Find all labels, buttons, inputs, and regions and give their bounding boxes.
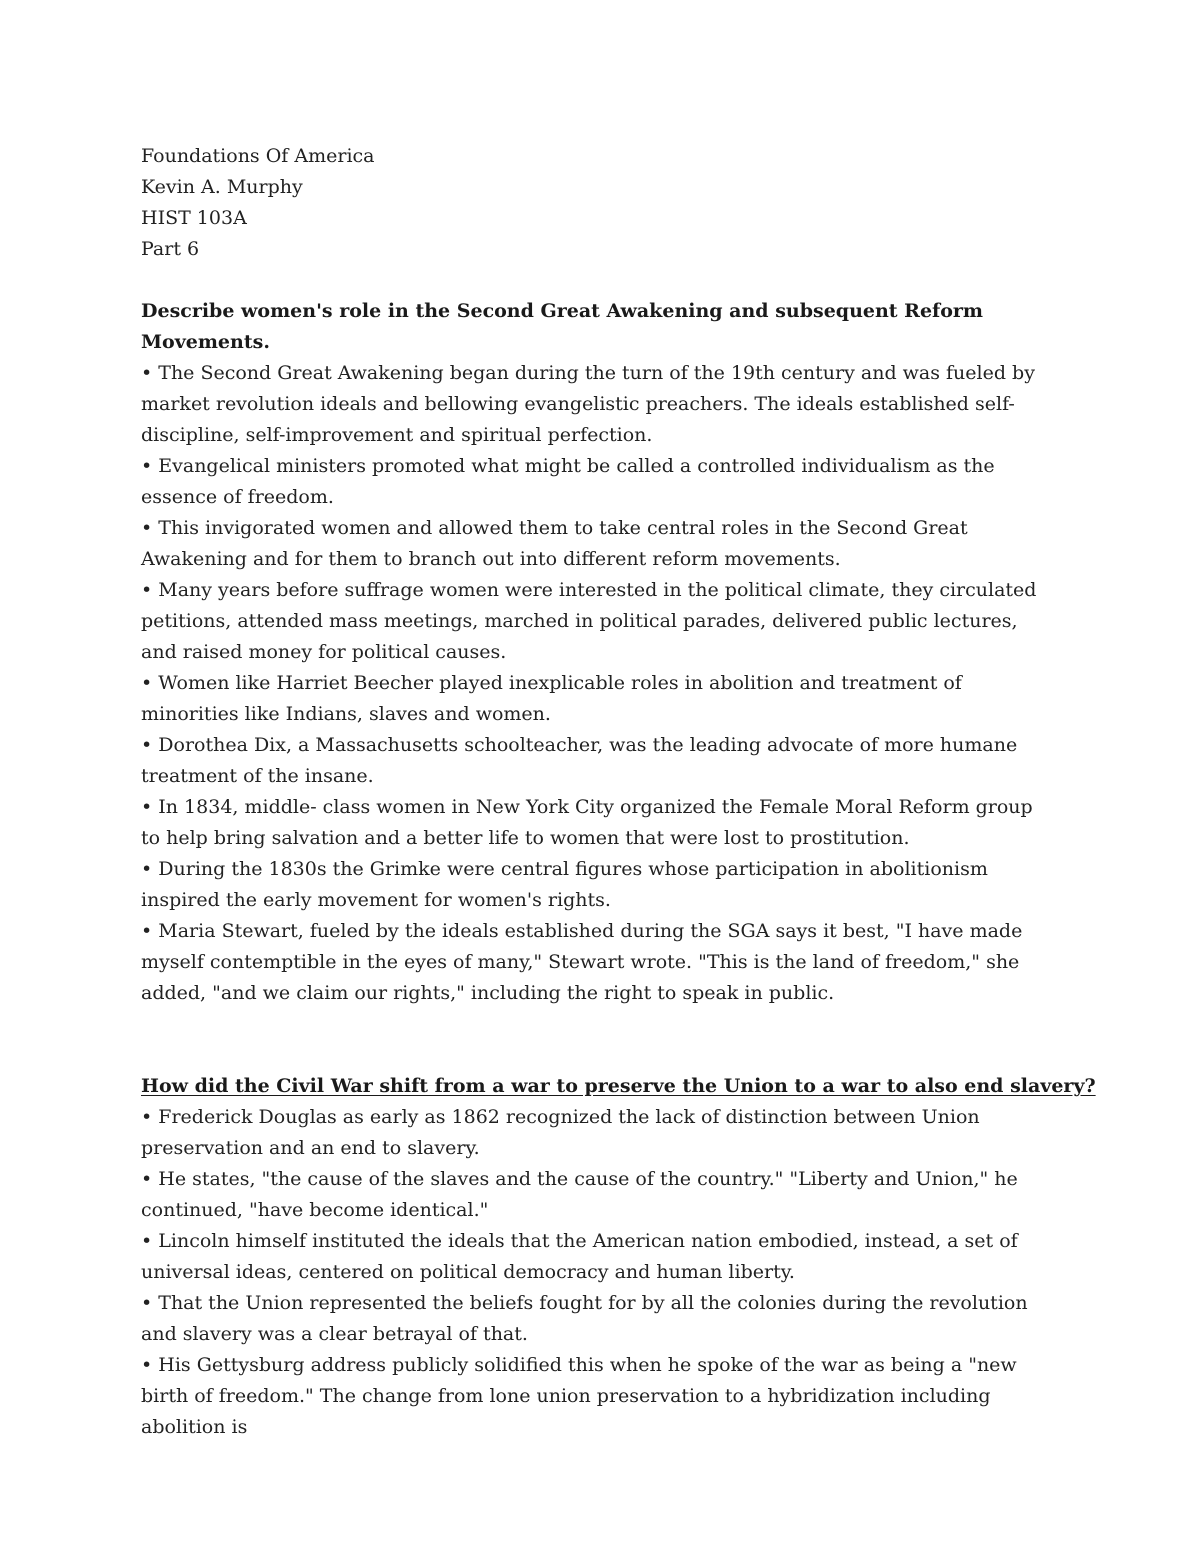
section1-heading: Describe women's role in the Second Great Awakening and subsequent Reform Movements.	[141, 300, 984, 353]
bullet-text: The Second Great Awakening began during the turn of the 19th century and was fueled by market revolution ideals and bellowing evangelistic preachers. The ideals established self-discipline, self-improvement and spiritual perfection.	[141, 362, 1035, 446]
section1-bullet-list	[141, 358, 1056, 1009]
list-item	[141, 1288, 1056, 1350]
bullet-marker: •	[141, 796, 153, 818]
section2-bullet-list	[141, 1102, 1056, 1443]
list-item	[141, 575, 1056, 668]
bullet-text: He states, "the cause of the slaves and the cause of the country." "Liberty and Union," he continued, "have become identical."	[141, 1168, 1018, 1221]
bullet-text: This invigorated women and allowed them to take central roles in the Second Great Awakening and for them to branch out into different reform movements.	[141, 517, 968, 570]
bullet-marker: •	[141, 1292, 153, 1314]
bullet-marker: •	[141, 579, 153, 601]
bullet-text: During the 1830s the Grimke were central figures whose participation in abolitionism inspired the early movement for women's rights.	[141, 858, 988, 911]
list-item	[141, 1226, 1056, 1288]
bullet-marker: •	[141, 362, 153, 384]
bullet-text: Dorothea Dix, a Massachusetts schoolteacher, was the leading advocate of more humane treatment of the insane.	[141, 734, 1018, 787]
bullet-marker: •	[141, 734, 153, 756]
bullet-text: Lincoln himself instituted the ideals that the American nation embodied, instead, a set of universal ideas, centered on political democracy and human liberty.	[141, 1230, 1018, 1283]
section-spacer	[141, 1009, 1056, 1071]
bullet-marker: •	[141, 1106, 153, 1128]
bullet-text: Evangelical ministers promoted what might be called a controlled individualism as the essence of freedom.	[141, 455, 995, 508]
document-body	[141, 141, 1096, 1443]
bullet-marker: •	[141, 1168, 153, 1190]
bullet-marker: •	[141, 1354, 153, 1376]
bullet-text: Frederick Douglas as early as 1862 recognized the lack of distinction between Union preservation and an end to slavery.	[141, 1106, 980, 1159]
course-code: HIST 103A	[141, 207, 247, 229]
list-item	[141, 792, 1056, 854]
list-item	[141, 451, 1056, 513]
bullet-text: Women like Harriet Beecher played inexplicable roles in abolition and treatment of minorities like Indians, slaves and women.	[141, 672, 962, 725]
bullet-marker: •	[141, 920, 153, 942]
list-item	[141, 1350, 1056, 1443]
bullet-text: Maria Stewart, fueled by the ideals established during the SGA says it best, "I have made myself contemptible in the eyes of many," Stewart wrote. "This is the land of freedom," she added, "and we claim our rights," including the right to speak in public.	[141, 920, 1023, 1004]
list-item	[141, 513, 1056, 575]
list-item	[141, 916, 1056, 1009]
list-item	[141, 854, 1056, 916]
bullet-marker: •	[141, 672, 153, 694]
list-item	[141, 668, 1056, 730]
list-item	[141, 1164, 1056, 1226]
list-item	[141, 730, 1056, 792]
bullet-text: His Gettysburg address publicly solidified this when he spoke of the war as being a "new birth of freedom." The change from lone union preservation to a hybridization including abolition is	[141, 1354, 1017, 1438]
list-item	[141, 1102, 1056, 1164]
list-item	[141, 358, 1056, 451]
course-title: Foundations Of America	[141, 145, 375, 167]
bullet-text: That the Union represented the beliefs fought for by all the colonies during the revolution and slavery was a clear betrayal of that.	[141, 1292, 1028, 1345]
bullet-text: Many years before suffrage women were interested in the political climate, they circulated petitions, attended mass meetings, marched in political parades, delivered public lectures, and raised money for political causes.	[141, 579, 1037, 663]
section-civil-war	[141, 1071, 1096, 1443]
section-womens-role	[141, 296, 1056, 1009]
section2-heading: How did the Civil War shift from a war to preserve the Union to a war to also end slavery?	[141, 1075, 1096, 1097]
part-label: Part 6	[141, 238, 200, 260]
author-name: Kevin A. Murphy	[141, 176, 303, 198]
bullet-marker: •	[141, 858, 153, 880]
bullet-marker: •	[141, 517, 153, 539]
bullet-text: In 1834, middle- class women in New York City organized the Female Moral Reform group to help bring salvation and a better life to women that were lost to prostitution.	[141, 796, 1033, 849]
bullet-marker: •	[141, 455, 153, 477]
header-spacer	[141, 265, 1056, 296]
document-header	[141, 141, 1056, 265]
bullet-marker: •	[141, 1230, 153, 1252]
